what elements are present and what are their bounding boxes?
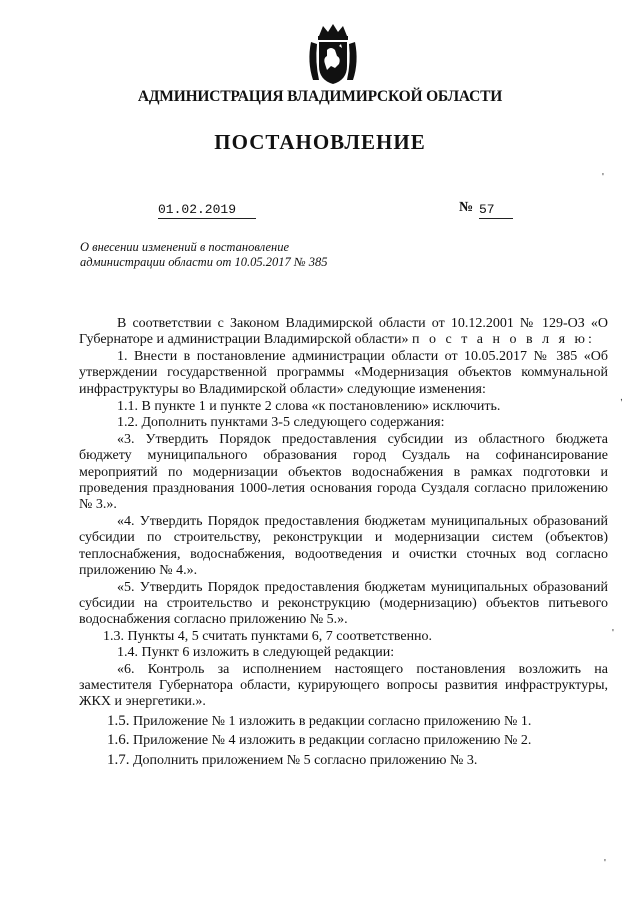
subject-line-2: администрации области от 10.05.2017 № 385 <box>80 255 328 269</box>
scan-mark: ' <box>612 628 614 639</box>
document-body <box>79 316 608 769</box>
document-subject <box>80 240 380 270</box>
paragraph-1-4: 1.4. Пункт 6 изложить в следующей редакции: <box>117 645 395 661</box>
document-number: 57 <box>479 202 513 219</box>
quote-item-3: «3. Утвердить Порядок предоставления субсидии из областного бюджета бюджету муниципального образования город Суздаль на софинансирование мероприятий по модернизации объектов водоснабжения в рамках подготовки и проведения празднования 1000-летия основания города Суздаля согласно приложению № 3.». <box>79 431 608 513</box>
scan-mark: ' <box>604 858 606 869</box>
scan-mark: , <box>620 392 623 403</box>
number-label: № <box>459 200 474 215</box>
quote-item-4: «4. Утвердить Порядок предоставления бюджетам муниципальных образований субсидии по строительству, реконструкции и модернизации систем (объектов) теплоснабжения, водоснабжения, водоотведения и очистки сточных вод согласно приложению № 4.». <box>79 513 608 579</box>
intro-text: В соответствии с Законом Владимирской области от 10.12.2001 № 129-ОЗ «О Губернаторе и администрации Владимирской области» <box>79 316 608 348</box>
paragraph-1-6-number: 1.6. <box>107 732 130 749</box>
paragraph-1-5 <box>79 713 608 730</box>
document-date: 01.02.2019 <box>158 202 256 219</box>
paragraph-1-7-number: 1.7. <box>107 751 130 768</box>
resolve-word: п о с т а н о в л я ю: <box>411 332 595 348</box>
paragraph-1-3: 1.3. Пункты 4, 5 считать пунктами 6, 7 соответственно. <box>103 628 433 644</box>
subject-line-1: О внесении изменений в постановление <box>80 240 290 254</box>
paragraph-1: 1. Внести в постановление администрации области от 10.05.2017 № 385 «Об утверждении государственной программы «Модернизация объектов коммунальной инфраструктуры во Владимирской области» следующие изменения: <box>79 348 608 397</box>
paragraph-1-5-text: Приложение № 1 изложить в редакции согласно приложению № 1. <box>133 713 532 729</box>
paragraph-1-5-number: 1.5. <box>107 712 130 729</box>
vladimir-coat-of-arms-icon <box>305 22 361 86</box>
document-type-title: ПОСТАНОВЛЕНИЕ <box>214 130 426 154</box>
quote-item-5: «5. Утвердить Порядок предоставления бюджетам муниципальных образований субсидии на строительство и реконструкцию (модернизацию) объектов питьевого водоснабжения согласно приложению № 5.». <box>79 579 608 628</box>
paragraph-intro <box>79 316 608 349</box>
quote-item-6: «6. Контроль за исполнением настоящего постановления возложить на заместителя Губернатора области, курирующего вопросы развития инфраструктуры, ЖКХ и энергетики.». <box>79 661 608 710</box>
paragraph-1-6 <box>79 732 608 749</box>
paragraph-1-6-text: Приложение № 4 изложить в редакции согласно приложению № 2. <box>133 733 532 749</box>
paragraph-1-7 <box>79 752 608 769</box>
paragraph-1-7-text: Дополнить приложением № 5 согласно приложению № 3. <box>133 752 478 768</box>
paragraph-1-1: 1.1. В пункте 1 и пункте 2 слова «к постановлению» исключить. <box>117 399 501 415</box>
scan-mark: ' <box>602 172 604 183</box>
organization-title: АДМИНИСТРАЦИЯ ВЛАДИМИРСКОЙ ОБЛАСТИ <box>137 88 503 105</box>
paragraph-1-2: 1.2. Дополнить пунктами 3-5 следующего содержания: <box>117 415 445 431</box>
